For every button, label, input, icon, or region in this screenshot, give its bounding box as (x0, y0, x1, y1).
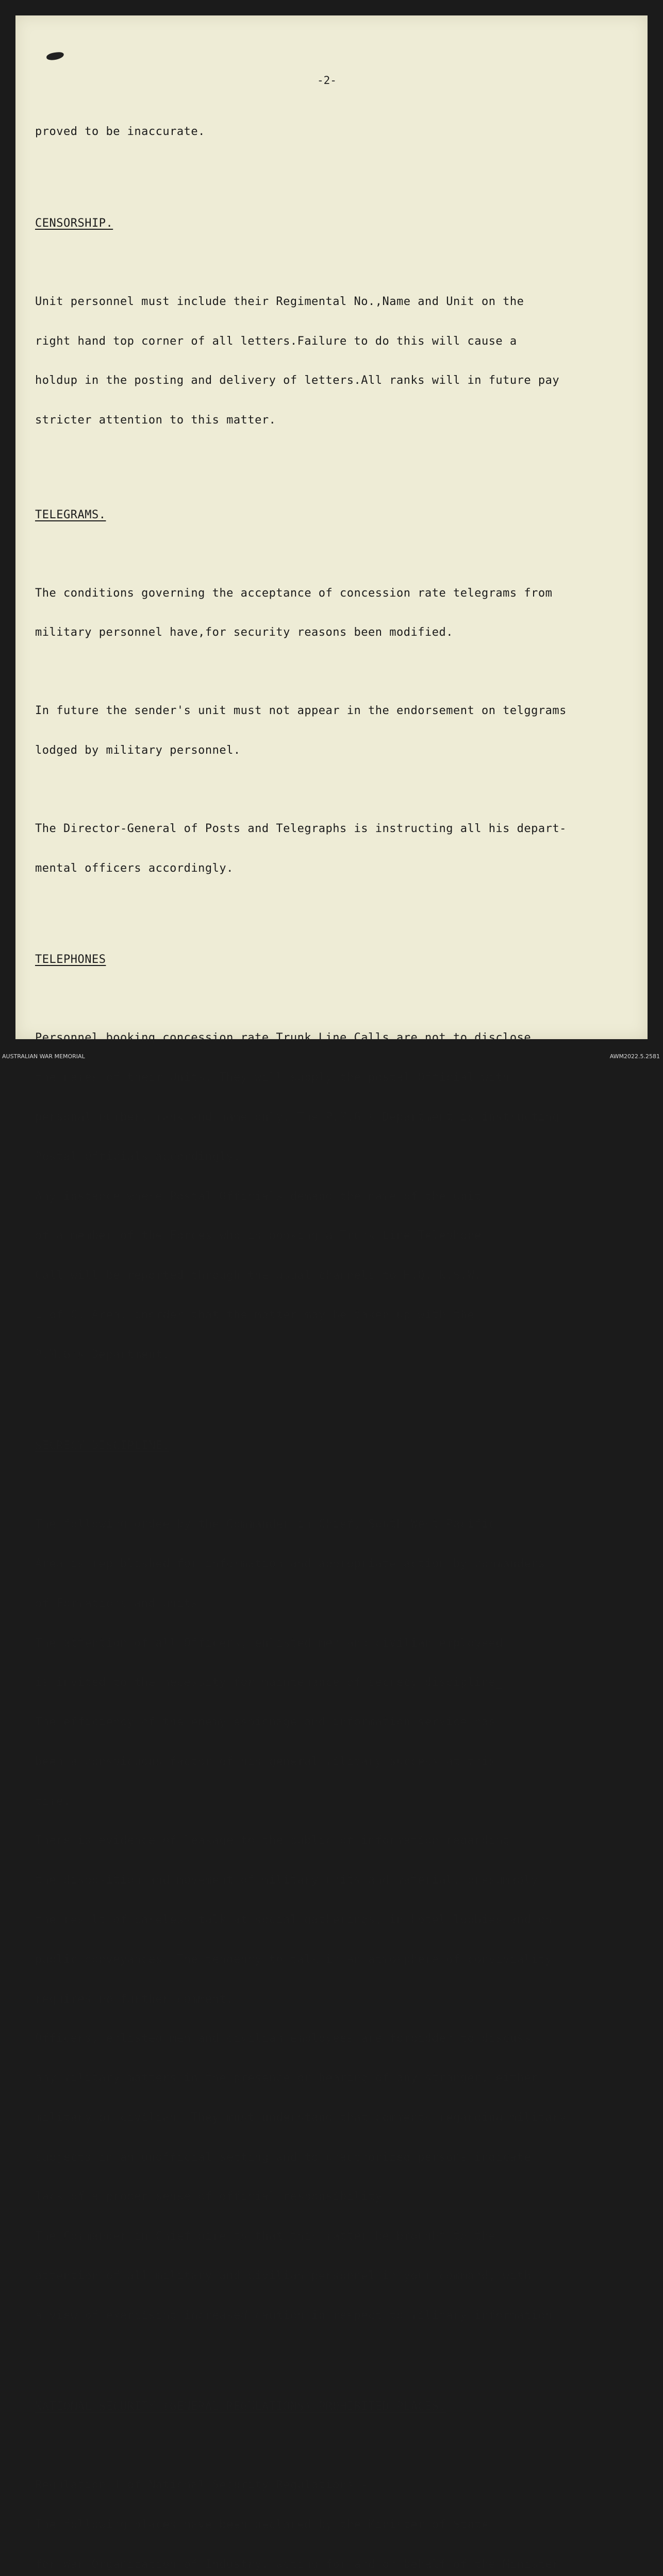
footer-credit: AUSTRALIAN WAR MEMORIAL (2, 1053, 85, 1060)
body-line: time. (35, 1794, 71, 1808)
body-line: In future the sender's unit must not appear in the endorsement on telggrams (35, 704, 567, 718)
body-line: The following ordee by the Commander-in-Chief, South West Pacific (35, 1518, 496, 1531)
body-line: attention of all military and civilian personnel in your command, with (35, 2269, 532, 2283)
ink-blot (46, 52, 64, 61)
body-line: the names of their Units. They will supply the postal Official with (35, 1071, 510, 1084)
body-line: The attention of all Officers, enlisted men and civilian employeed (35, 1636, 503, 1650)
body-line: lack of a proper sense of official responsibility_ (35, 2190, 390, 2204)
body-line: L of C. Area. inorder that the matter may be taken up with the (35, 1308, 475, 1321)
body-line: Postal Officials accordingly. (35, 1150, 241, 1163)
body-line: lodged by military personnel. (35, 744, 241, 757)
body-line: P.M.G's Department. (35, 1348, 170, 1361)
body-line: the disposition and movement of military units and material, presumably (35, 1874, 538, 1887)
body-line: of a member of the Forces who is booking a Trunk Line Telephone (35, 1229, 482, 1243)
heading-national-security: NATIONAL SECURITY (GENERAL REGULATIONS) PROHIBITED PLACES. (35, 2400, 446, 2414)
body-line: personal number, rank and name only. The P.M.G's Department is instructing (35, 1110, 560, 1124)
heading-telegrams: TELEGRAMS. (35, 508, 106, 521)
page-number: -2- (317, 74, 337, 87)
body-line: for War Organization of Industry, acting for and on behalf of the Minister (35, 2557, 560, 2571)
body-line: any military matters in the presence or hearing of any stranger, either (35, 2072, 538, 2085)
body-line: Officers, enlisted men and civilian employees are forbidden to discuss (35, 2032, 532, 2045)
body-line: The conditions governing the acceptance of concession rate telegrams from (35, 586, 553, 600)
body-line: right hand top corner of all letters.Failure to do this will cause a (35, 334, 517, 348)
body-line: of Formations and units - (35, 1597, 212, 1610)
continuation-line: proved to be inaccurate. (35, 125, 205, 139)
body-line: holdup in the posting and delivery of letters.All ranks will in future pay (35, 374, 560, 387)
body-line: military personnel have,for security reasons been modified. (35, 626, 453, 639)
body-line: military or civilian_ They must understand that comments regarding military (35, 2111, 567, 2124)
body-line: Area is republished for information and appropriate action by commanders (35, 1557, 545, 1570)
body-line: Call will be reported through the usual channels to H.Q. N.S.W. (35, 1269, 482, 1282)
body-line: subjects in an unofficial setting and to unauthorized persons indicate (35, 2150, 532, 2164)
heading-censorship: CENSORSHIP. (35, 216, 113, 230)
body-line: The following places have been declared by the Minister of State (35, 2518, 489, 2532)
body-line: the result of careless talk at social gatherings, in hotel lobbies and on (35, 1913, 553, 1926)
body-line: Unit personnel must include their Regimental No.,Name and Unit on the (35, 295, 524, 308)
body-line: mental officers accordingly. (35, 861, 234, 875)
body-line: Regulation 4 of National Security Regulations - (35, 2479, 369, 2492)
body-line: Personnel booking concession rate Trunk Line Calls are not to disclose (35, 1031, 532, 1045)
body-line: been a conspicuous factor of his general military success at this (35, 1755, 496, 1768)
document-body (35, 99, 643, 2576)
heading-secrecy-discipline: SECRECY DISCIPLINE. (35, 1439, 170, 1453)
body-line: public conveyances_ The tendency to talk in an atmosphere of conviviality (35, 1953, 553, 1966)
body-line: stricter attention to this matter. (35, 414, 276, 427)
body-line: There is evidence of leakage to the public of information regarding (35, 1834, 510, 1848)
body-line: a view of exercising increased caution in respect to military information_ (35, 2309, 560, 2322)
heading-telephones: TELEPHONES (35, 953, 106, 967)
body-line: The Commander in Chief directs that this matter be brought to the (35, 2230, 496, 2243)
body-line: Any instance where Postal Officials demand the name of the unit (35, 1190, 482, 1203)
footer-accession-number: AWM2022.5.2581 (609, 1053, 660, 1060)
body-line: is invited to the necessity for maintenance of secrecy discipline_ (35, 1676, 503, 1689)
body-line: requires no further comment. (35, 1992, 234, 2006)
body-line: The efficiency of the enemy espionage and information service has (35, 1716, 496, 1729)
body-line: The Director-General of Posts and Telegraphs is instructing all his depart- (35, 822, 567, 836)
